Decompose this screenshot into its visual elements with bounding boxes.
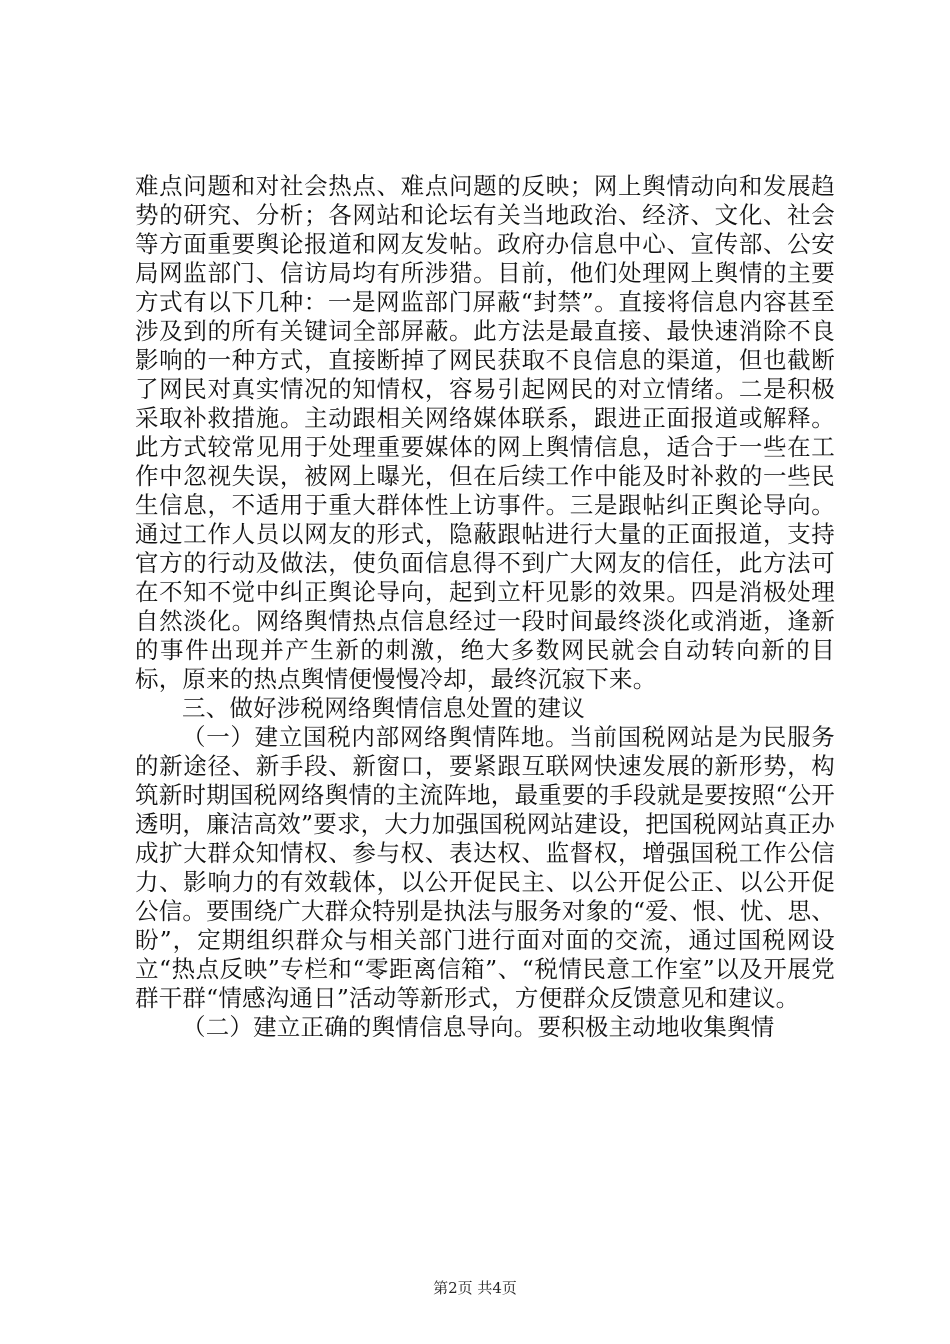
paragraph-subsection-two: （二）建立正确的舆情信息导向。要积极主动地收集舆情 [182, 1013, 775, 1041]
paragraph-subsection-one: （一）建立国税内部网络舆情阵地。当前国税网站是为民服务的新途径、新手段、新窗口，要紧跟互联网快速发展的新形势，构筑新时期国税网络舆情的主流阵地，最重要的手段就是要按照“公开透明，廉洁高效”要求，大力加强国税网站建设，把国税网站真正办成扩大群众知情权、参与权、表达权、监督权，增强国税工作公信力、影响力的有效载体，以公开促民主、以公开促公正、以公开促公信。要围绕广大群众特别是执法与服务对象的“爱、恨、忧、思、盼”，定期组织群众与相关部门进行面对面的交流，通过国税网设立“热点反映”专栏和“零距离信箱”、“税情民意工作室”以及开展党群干群“情感沟通日”活动等新形式，方便群众反馈意见和建议。 [135, 723, 835, 1012]
section-heading-three: 三、做好涉税网络舆情信息处置的建议 [182, 694, 585, 722]
document-body [135, 172, 835, 1042]
paragraph-continuation: 难点问题和对社会热点、难点问题的反映；网上舆情动向和发展趋势的研究、分析；各网站和论坛有关当地政治、经济、文化、社会等方面重要舆论报道和网友发帖。政府办信息中心、宣传部、公安局网监部门、信访局均有所涉猎。目前，他们处理网上舆情的主要方式有以下几种：一是网监部门屏蔽“封禁”。直接将信息内容甚至涉及到的所有关键词全部屏蔽。此方法是最直接、最快速消除不良影响的一种方式，直接断掉了网民获取不良信息的渠道，但也截断了网民对真实情况的知情权，容易引起网民的对立情绪。二是积极采取补救措施。主动跟相关网络媒体联系，跟进正面报道或解释。此方式较常见用于处理重要媒体的网上舆情信息，适合于一些在工作中忽视失误，被网上曝光，但在后续工作中能及时补救的一些民生信息，不适用于重大群体性上访事件。三是跟帖纠正舆论导向。通过工作人员以网友的形式，隐蔽跟帖进行大量的正面报道，支持官方的行动及做法，使负面信息得不到广大网友的信任，此方法可在不知不觉中纠正舆论导向，起到立杆见影的效果。四是消极处理自然淡化。网络舆情热点信息经过一段时间最终淡化或消逝，逢新的事件出现并产生新的刺激，绝大多数网民就会自动转向新的目标，原来的热点舆情便慢慢冷却，最终沉寂下来。 [135, 172, 835, 693]
page-number-footer: 第2页 共4页 [433, 1279, 517, 1297]
